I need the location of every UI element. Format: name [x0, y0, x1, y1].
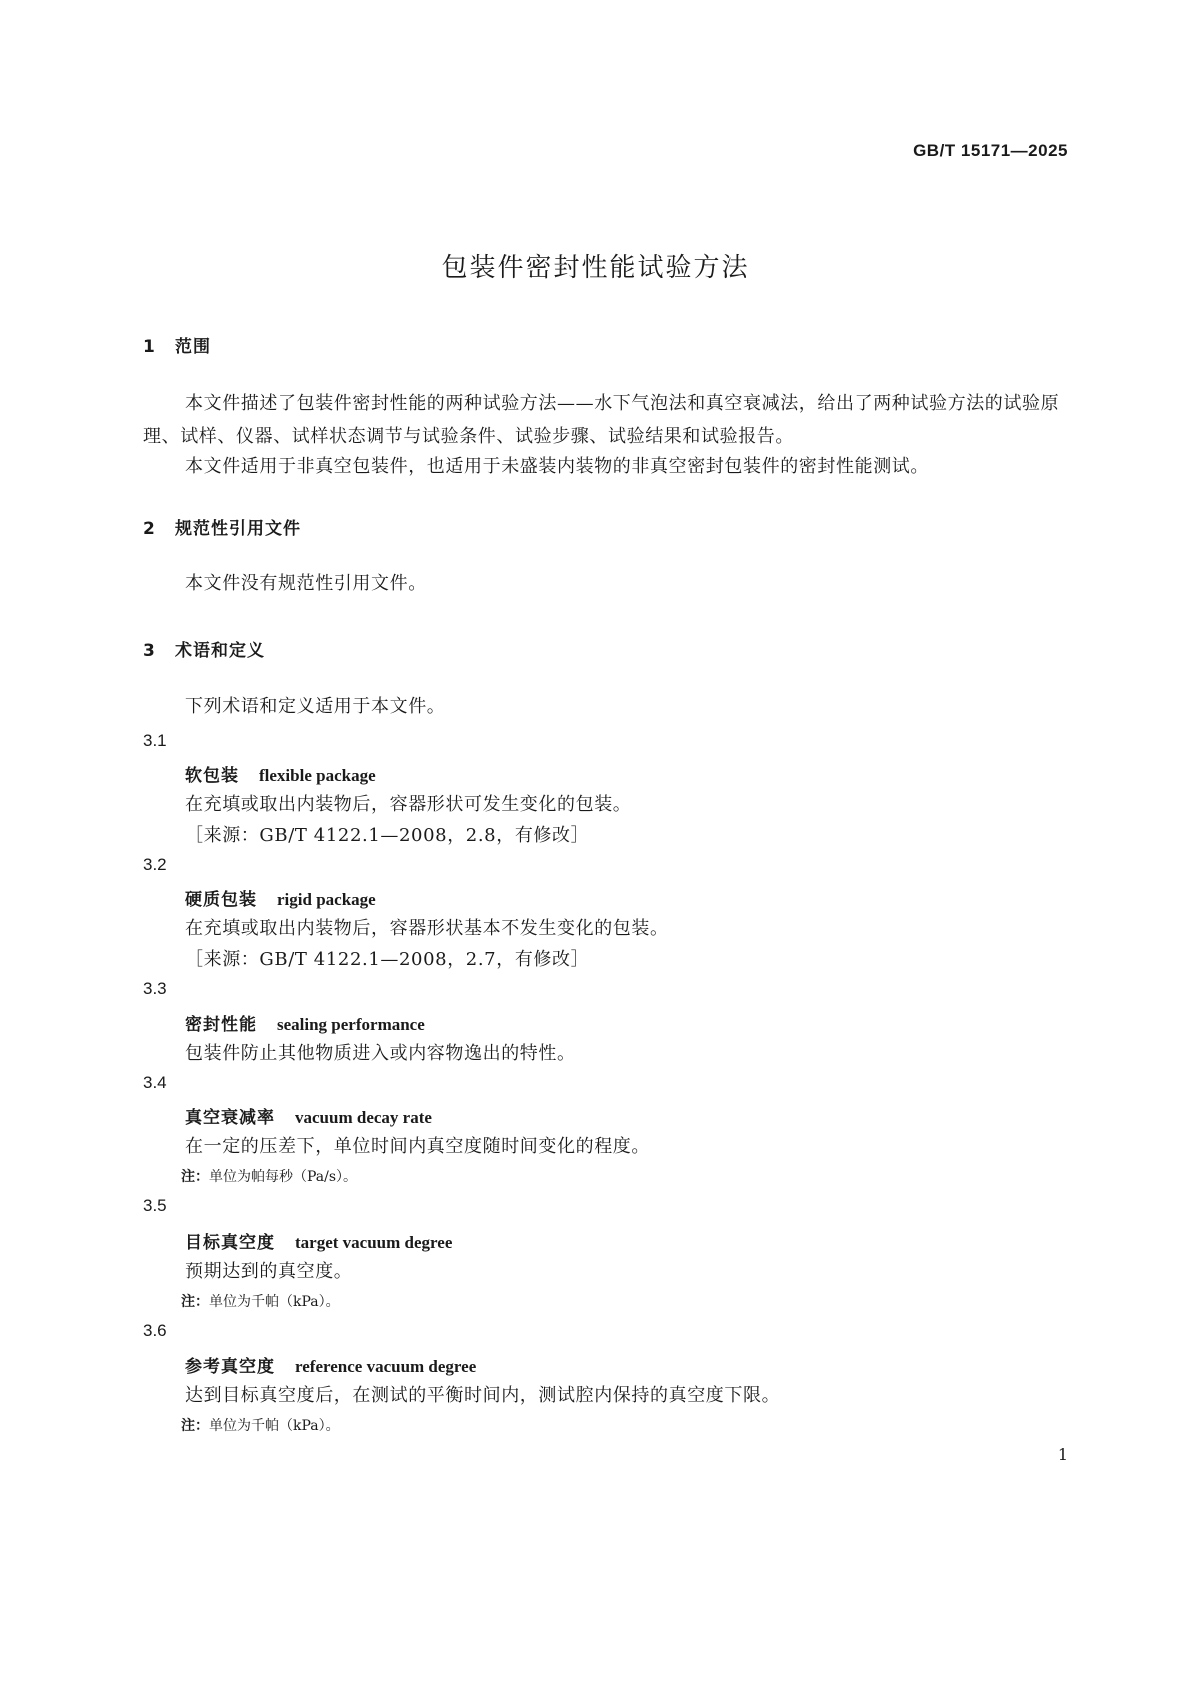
- section-number: 2: [143, 519, 156, 539]
- document-title: 包装件密封性能试验方法: [441, 253, 750, 283]
- term-heading: [185, 1228, 452, 1253]
- term-zh: 目标真空度: [185, 1233, 275, 1253]
- term-note: [181, 1415, 340, 1435]
- term-zh: 软包装: [185, 766, 239, 786]
- note-label: 注：: [181, 1169, 209, 1185]
- term-definition: 在充填或取出内装物后，容器形状基本不发生变化的包装。: [185, 918, 669, 939]
- paragraph: 本文件适用于非真空包装件，也适用于未盛装内装物的非真空密封包装件的密封性能测试。: [185, 456, 929, 477]
- note-label: 注：: [181, 1294, 209, 1310]
- term-zh: 硬质包装: [185, 890, 257, 910]
- section-heading-1: [143, 332, 211, 357]
- term-en: vacuum decay rate: [295, 1108, 432, 1127]
- paragraph: 下列术语和定义适用于本文件。: [185, 696, 446, 717]
- section-title: 术语和定义: [175, 641, 265, 661]
- term-zh: 真空衰减率: [185, 1108, 275, 1128]
- term-source: ［来源：GB/T 4122.1—2008，2.7，有修改］: [185, 949, 590, 970]
- term-definition: 达到目标真空度后，在测试的平衡时间内，测试腔内保持的真空度下限。: [185, 1385, 781, 1406]
- term-number: 3.3: [143, 979, 167, 998]
- term-en: flexible package: [259, 766, 376, 785]
- term-zh: 密封性能: [185, 1015, 257, 1035]
- term-en: sealing performance: [277, 1015, 425, 1034]
- term-number: 3.6: [143, 1321, 167, 1340]
- page-number: 1: [1057, 1445, 1068, 1464]
- term-source: ［来源：GB/T 4122.1—2008，2.8，有修改］: [185, 825, 590, 846]
- term-zh: 参考真空度: [185, 1357, 275, 1377]
- term-heading: [185, 885, 376, 910]
- term-number: 3.5: [143, 1196, 167, 1215]
- document-code: GB/T 15171—2025: [913, 141, 1068, 160]
- paragraph: 本文件没有规范性引用文件。: [185, 573, 427, 594]
- note-text: 单位为帕每秒（Pa/s）。: [209, 1169, 358, 1185]
- term-definition: 包装件防止其他物质进入或内容物逸出的特性。: [185, 1043, 576, 1064]
- note-label: 注：: [181, 1418, 209, 1434]
- section-heading-2: [143, 514, 301, 539]
- section-title: 范围: [175, 337, 211, 357]
- term-number: 3.4: [143, 1073, 167, 1092]
- term-definition: 在充填或取出内装物后，容器形状可发生变化的包装。: [185, 794, 632, 815]
- term-heading: [185, 1010, 425, 1035]
- term-heading: [185, 1352, 476, 1377]
- term-note: [181, 1291, 340, 1311]
- note-text: 单位为千帕（kPa）。: [209, 1418, 340, 1434]
- term-definition: 预期达到的真空度。: [185, 1261, 353, 1282]
- section-heading-3: [143, 636, 265, 661]
- section-number: 1: [143, 337, 156, 357]
- section-title: 规范性引用文件: [175, 519, 301, 539]
- term-definition: 在一定的压差下，单位时间内真空度随时间变化的程度。: [185, 1136, 650, 1157]
- term-number: 3.2: [143, 855, 167, 874]
- term-heading: [185, 1103, 432, 1128]
- paragraph: 本文件描述了包装件密封性能的两种试验方法——水下气泡法和真空衰减法，给出了两种试验方法的试验原理、试样、仪器、试样状态调节与试验条件、试验步骤、试验结果和试验报告。: [143, 393, 1060, 447]
- term-note: [181, 1166, 357, 1186]
- term-en: rigid package: [277, 890, 376, 909]
- note-text: 单位为千帕（kPa）。: [209, 1294, 340, 1310]
- section-number: 3: [143, 641, 156, 661]
- term-heading: [185, 761, 376, 786]
- term-number: 3.1: [143, 731, 167, 750]
- term-en: reference vacuum degree: [295, 1357, 477, 1376]
- term-en: target vacuum degree: [295, 1233, 453, 1252]
